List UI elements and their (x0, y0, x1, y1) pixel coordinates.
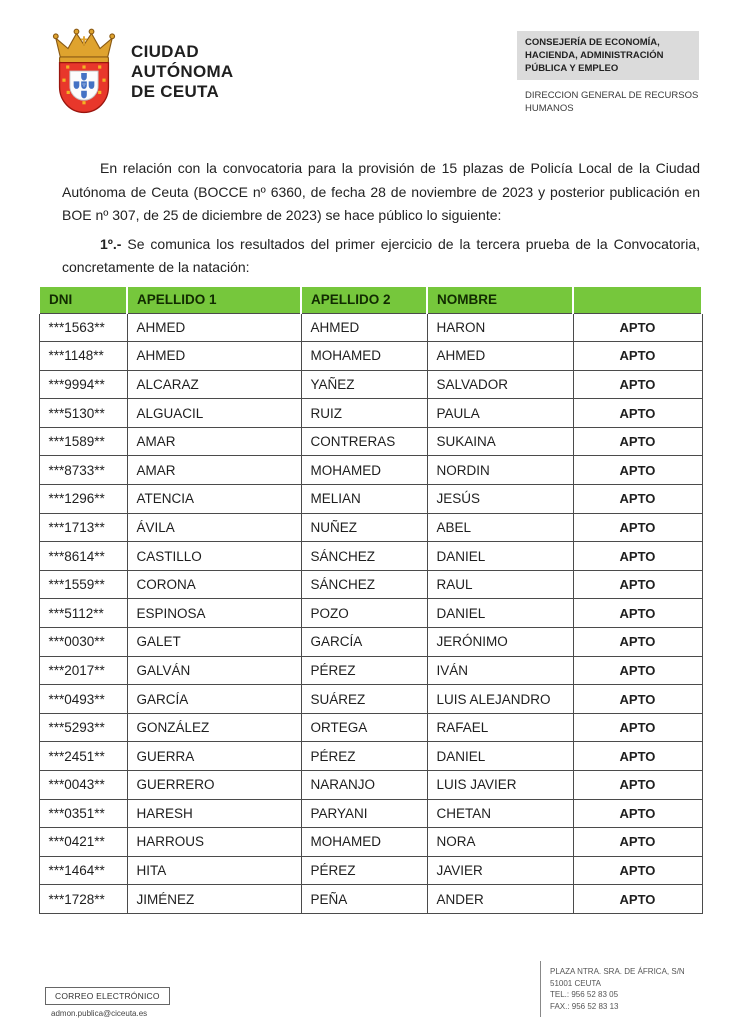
dni-cell: ***1728** (39, 885, 127, 914)
table-row (39, 313, 702, 342)
dni-cell: ***0351** (39, 799, 127, 828)
result-cell: APTO (573, 456, 702, 485)
point-marker: 1º.- (100, 235, 122, 252)
header-cell-result (573, 286, 702, 313)
header-cell-dni: DNI (39, 286, 127, 313)
apellido1-cell: CORONA (127, 570, 301, 599)
dni-cell: ***2451** (39, 742, 127, 771)
table-row (39, 370, 702, 399)
apellido2-cell: PÉREZ (301, 856, 427, 885)
table-row (39, 885, 702, 914)
nombre-cell: SUKAINA (427, 427, 573, 456)
results-table-body (39, 313, 702, 913)
header-cell-apellido2: APELLIDO 2 (301, 286, 427, 313)
apellido1-cell: AMAR (127, 456, 301, 485)
header-cell-apellido1: APELLIDO 1 (127, 286, 301, 313)
dni-cell: ***1589** (39, 427, 127, 456)
results-table (38, 285, 703, 914)
table-row (39, 427, 702, 456)
address-line: FAX.: 956 52 83 13 (550, 1001, 619, 1011)
nombre-cell: JAVIER (427, 856, 573, 885)
apellido1-cell: JIMÉNEZ (127, 885, 301, 914)
org-name-line: AUTÓNOMA (131, 62, 234, 81)
apellido1-cell: GARCÍA (127, 685, 301, 714)
email-address: admon.publica@ciceuta.es (51, 1009, 148, 1018)
dni-cell: ***1148** (39, 342, 127, 371)
apellido2-cell: PÉREZ (301, 656, 427, 685)
result-cell: APTO (573, 427, 702, 456)
table-row (39, 399, 702, 428)
dni-cell: ***2017** (39, 656, 127, 685)
table-row (39, 513, 702, 542)
result-cell: APTO (573, 399, 702, 428)
apellido2-cell: YAÑEZ (301, 370, 427, 399)
apellido2-cell: PÉREZ (301, 742, 427, 771)
table-row (39, 742, 702, 771)
result-cell: APTO (573, 856, 702, 885)
apellido2-cell: SÁNCHEZ (301, 570, 427, 599)
nombre-cell: ABEL (427, 513, 573, 542)
apellido1-cell: AHMED (127, 342, 301, 371)
dni-cell: ***1296** (39, 485, 127, 514)
table-row (39, 542, 702, 571)
document-body (62, 157, 700, 280)
nombre-cell: JERÓNIMO (427, 628, 573, 657)
result-cell: APTO (573, 513, 702, 542)
result-cell: APTO (573, 828, 702, 857)
apellido1-cell: ÁVILA (127, 513, 301, 542)
apellido1-cell: GUERRA (127, 742, 301, 771)
dni-cell: ***8614** (39, 542, 127, 571)
dni-cell: ***1713** (39, 513, 127, 542)
apellido2-cell: MOHAMED (301, 828, 427, 857)
nombre-cell: NORA (427, 828, 573, 857)
nombre-cell: SALVADOR (427, 370, 573, 399)
nombre-cell: AHMED (427, 342, 573, 371)
dni-cell: ***1464** (39, 856, 127, 885)
apellido1-cell: GALVÁN (127, 656, 301, 685)
apellido1-cell: AMAR (127, 427, 301, 456)
result-cell: APTO (573, 656, 702, 685)
result-cell: APTO (573, 771, 702, 800)
table-row (39, 342, 702, 371)
apellido2-cell: MOHAMED (301, 342, 427, 371)
nombre-cell: RAFAEL (427, 713, 573, 742)
table-row (39, 456, 702, 485)
ceuta-coat-of-arms-icon (46, 25, 122, 119)
footer-contact (45, 986, 170, 1018)
result-cell: APTO (573, 713, 702, 742)
result-cell: APTO (573, 370, 702, 399)
apellido1-cell: GALET (127, 628, 301, 657)
department-block (517, 31, 699, 115)
nombre-cell: DANIEL (427, 599, 573, 628)
table-row (39, 485, 702, 514)
nombre-cell: NORDIN (427, 456, 573, 485)
dni-cell: ***0030** (39, 628, 127, 657)
address-line: PLAZA NTRA. SRA. DE ÁFRICA, S/N (550, 967, 685, 976)
nombre-cell: CHETAN (427, 799, 573, 828)
apellido2-cell: SUÁREZ (301, 685, 427, 714)
table-row (39, 713, 702, 742)
footer-address (540, 961, 685, 1017)
table-row (39, 856, 702, 885)
org-name (131, 42, 234, 102)
result-cell: APTO (573, 485, 702, 514)
apellido2-cell: POZO (301, 599, 427, 628)
table-row (39, 685, 702, 714)
apellido2-cell: GARCÍA (301, 628, 427, 657)
result-cell: APTO (573, 799, 702, 828)
apellido2-cell: PEÑA (301, 885, 427, 914)
result-cell: APTO (573, 342, 702, 371)
department-subtitle: DIRECCION GENERAL DE RECURSOS HUMANOS (525, 90, 699, 114)
table-row (39, 828, 702, 857)
apellido1-cell: CASTILLO (127, 542, 301, 571)
apellido1-cell: HARESH (127, 799, 301, 828)
nombre-cell: HARON (427, 313, 573, 342)
org-name-line: DE CEUTA (131, 82, 220, 101)
apellido2-cell: MELIAN (301, 485, 427, 514)
table-row (39, 628, 702, 657)
apellido2-cell: CONTRERAS (301, 427, 427, 456)
nombre-cell: RAUL (427, 570, 573, 599)
intro-paragraph: En relación con la convocatoria para la provisión de 15 plazas de Policía Local de la Ciudad Autónoma de Ceuta (BOCCE nº 6360, de fecha 28 de noviembre de 2023 y posterior publicación en BOE nº 307, de 25 de diciembre de 2023) se hace público lo siguiente: (62, 160, 700, 223)
result-cell: APTO (573, 885, 702, 914)
apellido1-cell: ATENCIA (127, 485, 301, 514)
apellido1-cell: HITA (127, 856, 301, 885)
dni-cell: ***0043** (39, 771, 127, 800)
apellido2-cell: PARYANI (301, 799, 427, 828)
org-name-line: CIUDAD (131, 42, 199, 61)
apellido2-cell: ORTEGA (301, 713, 427, 742)
apellido1-cell: GUERRERO (127, 771, 301, 800)
apellido2-cell: SÁNCHEZ (301, 542, 427, 571)
table-row (39, 771, 702, 800)
email-label-box: CORREO ELECTRÓNICO (45, 987, 170, 1005)
apellido2-cell: RUIZ (301, 399, 427, 428)
apellido2-cell: NUÑEZ (301, 513, 427, 542)
nombre-cell: JESÚS (427, 485, 573, 514)
table-row (39, 570, 702, 599)
point-paragraph (62, 233, 700, 280)
apellido2-cell: NARANJO (301, 771, 427, 800)
result-cell: APTO (573, 313, 702, 342)
apellido1-cell: HARROUS (127, 828, 301, 857)
nombre-cell: LUIS JAVIER (427, 771, 573, 800)
nombre-cell: PAULA (427, 399, 573, 428)
apellido1-cell: ESPINOSA (127, 599, 301, 628)
result-cell: APTO (573, 628, 702, 657)
result-cell: APTO (573, 599, 702, 628)
nombre-cell: IVÁN (427, 656, 573, 685)
address-line: TEL.: 956 52 83 05 (550, 990, 619, 999)
result-cell: APTO (573, 742, 702, 771)
apellido1-cell: ALGUACIL (127, 399, 301, 428)
dni-cell: ***0493** (39, 685, 127, 714)
dni-cell: ***5293** (39, 713, 127, 742)
dni-cell: ***5130** (39, 399, 127, 428)
apellido2-cell: MOHAMED (301, 456, 427, 485)
dni-cell: ***1559** (39, 570, 127, 599)
result-cell: APTO (573, 685, 702, 714)
result-cell: APTO (573, 542, 702, 571)
table-row (39, 599, 702, 628)
apellido1-cell: AHMED (127, 313, 301, 342)
dni-cell: ***8733** (39, 456, 127, 485)
department-title: CONSEJERÍA DE ECONOMÍA, HACIENDA, ADMINISTRACIÓN PÚBLICA Y EMPLEO (517, 31, 699, 80)
dni-cell: ***0421** (39, 828, 127, 857)
table-row (39, 799, 702, 828)
nombre-cell: DANIEL (427, 742, 573, 771)
point-text: Se comunica los resultados del primer ejercicio de la tercera prueba de la Convocatoria, concretamente de la natación: (62, 235, 700, 275)
table-row (39, 656, 702, 685)
nombre-cell: ANDER (427, 885, 573, 914)
result-cell: APTO (573, 570, 702, 599)
dni-cell: ***1563** (39, 313, 127, 342)
apellido1-cell: GONZÁLEZ (127, 713, 301, 742)
nombre-cell: DANIEL (427, 542, 573, 571)
dni-cell: ***5112** (39, 599, 127, 628)
dni-cell: ***9994** (39, 370, 127, 399)
apellido1-cell: ALCARAZ (127, 370, 301, 399)
header-cell-nombre: NOMBRE (427, 286, 573, 313)
nombre-cell: LUIS ALEJANDRO (427, 685, 573, 714)
table-header-row (39, 286, 702, 313)
address-line: 51001 CEUTA (550, 978, 601, 988)
apellido2-cell: AHMED (301, 313, 427, 342)
